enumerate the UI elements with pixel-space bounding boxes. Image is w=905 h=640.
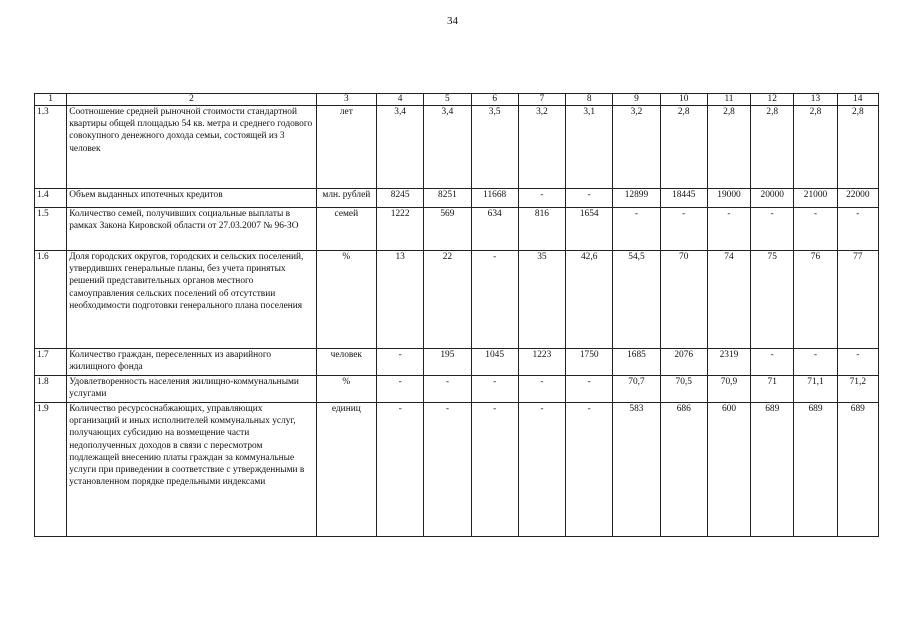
row-unit: % <box>316 251 376 349</box>
row-value: 2319 <box>707 349 750 376</box>
row-value: 1223 <box>518 349 565 376</box>
row-value: 1045 <box>471 349 518 376</box>
column-header: 9 <box>613 94 660 106</box>
row-value: 689 <box>751 403 794 537</box>
row-value: 2,8 <box>707 106 750 189</box>
row-id: 1.4 <box>35 189 67 208</box>
row-unit: % <box>316 376 376 403</box>
row-value: 75 <box>751 251 794 349</box>
row-value: 71 <box>751 376 794 403</box>
row-id: 1.9 <box>35 403 67 537</box>
row-value: 600 <box>707 403 750 537</box>
table-header-row <box>35 94 879 106</box>
row-unit: единиц <box>316 403 376 537</box>
row-id: 1.6 <box>35 251 67 349</box>
row-value: 634 <box>471 208 518 251</box>
table-row <box>35 403 879 537</box>
column-header: 4 <box>377 94 424 106</box>
row-value: - <box>518 189 565 208</box>
row-value: 3,5 <box>471 106 518 189</box>
row-id: 1.3 <box>35 106 67 189</box>
row-value: 2076 <box>660 349 707 376</box>
table-row <box>35 376 879 403</box>
row-value: 21000 <box>794 189 837 208</box>
row-value: 2,8 <box>751 106 794 189</box>
row-value: 71,2 <box>837 376 878 403</box>
column-header: 1 <box>35 94 67 106</box>
row-value: 54,5 <box>613 251 660 349</box>
column-header: 10 <box>660 94 707 106</box>
row-description: Удовлетворенность населения жилищно-коммунальными услугами <box>67 376 316 403</box>
row-value: - <box>613 208 660 251</box>
row-value: 70,9 <box>707 376 750 403</box>
row-value: - <box>377 376 424 403</box>
row-value: - <box>794 349 837 376</box>
row-value: - <box>837 349 878 376</box>
row-value: - <box>707 208 750 251</box>
row-value: 11668 <box>471 189 518 208</box>
row-value: 3,4 <box>424 106 471 189</box>
table-row <box>35 208 879 251</box>
row-value: - <box>471 403 518 537</box>
row-value: 1654 <box>566 208 613 251</box>
row-value: - <box>660 208 707 251</box>
row-value: 2,8 <box>660 106 707 189</box>
column-header: 12 <box>751 94 794 106</box>
page-number: 34 <box>447 15 458 27</box>
row-value: 70,5 <box>660 376 707 403</box>
row-value: 12899 <box>613 189 660 208</box>
row-value: - <box>794 208 837 251</box>
row-value: 8245 <box>377 189 424 208</box>
row-value: 569 <box>424 208 471 251</box>
row-value: 689 <box>794 403 837 537</box>
column-header: 6 <box>471 94 518 106</box>
row-description: Количество граждан, переселенных из аварийного жилищного фонда <box>67 349 316 376</box>
row-unit: лет <box>316 106 376 189</box>
row-value: 22000 <box>837 189 878 208</box>
row-value: 77 <box>837 251 878 349</box>
row-value: - <box>566 403 613 537</box>
row-value: 70 <box>660 251 707 349</box>
indicators-table <box>34 93 879 537</box>
row-description: Количество ресурсоснабжающих, управляющих организаций и иных исполнителей коммунальных услуг, получающих субсидию на возмещение части недополученных доходов в связи с пересмотром подлежащей внесению платы граждан за коммунальные услуги при приведении в соответствие с утвержденными в установленном порядке предельными индексами <box>67 403 316 537</box>
row-value: - <box>424 376 471 403</box>
row-value: - <box>471 376 518 403</box>
table-row <box>35 106 879 189</box>
row-value: 195 <box>424 349 471 376</box>
row-value: - <box>424 403 471 537</box>
row-description: Количество семей, получивших социальные выплаты в рамках Закона Кировской области от 27.03.2007 № 96-ЗО <box>67 208 316 251</box>
column-header: 13 <box>794 94 837 106</box>
row-value: 8251 <box>424 189 471 208</box>
row-value: 2,8 <box>794 106 837 189</box>
row-value: 19000 <box>707 189 750 208</box>
row-value: - <box>566 189 613 208</box>
column-header: 5 <box>424 94 471 106</box>
row-description: Доля городских округов, городских и сельских поселений, утвердивших генеральные планы, без учета принятых решений представительных органов местного самоуправления сельских поселений об отсутствии необходимости подготовки генерального плана поселения <box>67 251 316 349</box>
row-value: 1222 <box>377 208 424 251</box>
row-value: 20000 <box>751 189 794 208</box>
row-value: - <box>518 376 565 403</box>
row-value: 18445 <box>660 189 707 208</box>
column-header: 11 <box>707 94 750 106</box>
row-value: - <box>751 349 794 376</box>
row-value: 3,2 <box>518 106 565 189</box>
row-value: 583 <box>613 403 660 537</box>
row-value: - <box>471 251 518 349</box>
row-value: 42,6 <box>566 251 613 349</box>
row-id: 1.8 <box>35 376 67 403</box>
column-header: 8 <box>566 94 613 106</box>
row-value: - <box>377 403 424 537</box>
row-value: - <box>837 208 878 251</box>
row-id: 1.7 <box>35 349 67 376</box>
column-header: 14 <box>837 94 878 106</box>
row-value: 71,1 <box>794 376 837 403</box>
column-header: 3 <box>316 94 376 106</box>
column-header: 2 <box>67 94 316 106</box>
row-value: 35 <box>518 251 565 349</box>
row-unit: человек <box>316 349 376 376</box>
row-value: 74 <box>707 251 750 349</box>
row-description: Объем выданных ипотечных кредитов <box>67 189 316 208</box>
row-unit: семей <box>316 208 376 251</box>
row-value: 1685 <box>613 349 660 376</box>
row-value: 2,8 <box>837 106 878 189</box>
row-value: 816 <box>518 208 565 251</box>
row-value: 1750 <box>566 349 613 376</box>
row-value: - <box>377 349 424 376</box>
row-value: - <box>566 376 613 403</box>
row-description: Соотношение средней рыночной стоимости стандартной квартиры общей площадью 54 кв. метра и среднего годового совокупного денежного дохода семьи, состоящей из 3 человек <box>67 106 316 189</box>
row-unit: млн. рублей <box>316 189 376 208</box>
row-value: 22 <box>424 251 471 349</box>
row-value: 3,1 <box>566 106 613 189</box>
row-value: 76 <box>794 251 837 349</box>
column-header: 7 <box>518 94 565 106</box>
table-row <box>35 349 879 376</box>
row-value: 3,2 <box>613 106 660 189</box>
row-id: 1.5 <box>35 208 67 251</box>
row-value: - <box>751 208 794 251</box>
row-value: 13 <box>377 251 424 349</box>
row-value: 70,7 <box>613 376 660 403</box>
row-value: - <box>518 403 565 537</box>
table-row <box>35 189 879 208</box>
row-value: 689 <box>837 403 878 537</box>
table-row <box>35 251 879 349</box>
row-value: 686 <box>660 403 707 537</box>
row-value: 3,4 <box>377 106 424 189</box>
